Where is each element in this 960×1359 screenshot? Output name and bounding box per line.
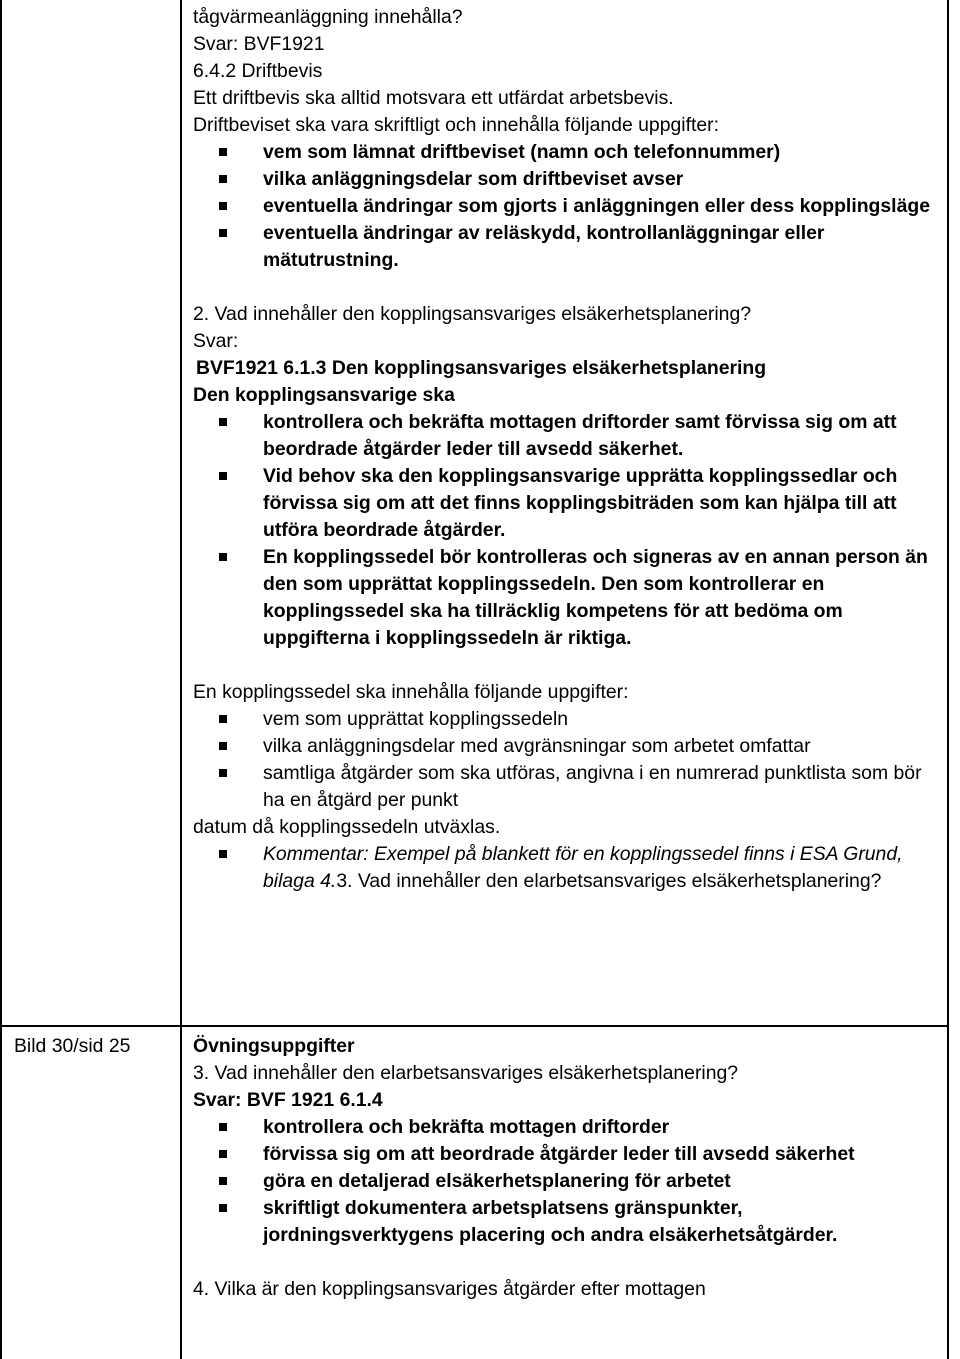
answer-label: Svar: (193, 330, 239, 352)
section-heading: 6.4.2 Driftbevis (193, 60, 323, 82)
comment-tail: 3. Vad innehåller den elarbetsansvariges elsäkerhetsplanering? (336, 870, 882, 892)
bullet-item: samtliga åtgärder som ska utföras, angivna i en numrerad punktlista som bör ha en åtgärd per punkt (193, 760, 933, 814)
bullet-item: kontrollera och bekräfta mottagen driftorder samt förvissa sig om att beordrade åtgärder leder till avsedd säkerhet. (193, 409, 933, 463)
answer-reference: BVF1921 6.1.3 Den kopplingsansvariges elsäkerhetsplanering (196, 357, 767, 379)
bullet-item: göra en detaljerad elsäkerhetsplanering för arbetet (193, 1168, 933, 1195)
answer-lead: Den kopplingsansvarige ska (193, 384, 455, 406)
question-2: 2. Vad innehåller den kopplingsansvariges elsäkerhetsplanering? (193, 303, 752, 325)
bullet-item: eventuella ändringar som gjorts i anläggningen eller dess kopplingsläge (193, 193, 933, 220)
document-row-2 (193, 1033, 933, 1303)
table-row-divider (0, 1025, 949, 1027)
intro-answer: Svar: BVF1921 (193, 33, 325, 55)
next-question: 4. Vilka är den kopplingsansvariges åtgärder efter mottagen (193, 1278, 706, 1300)
bullet-item: Vid behov ska den kopplingsansvarige upprätta kopplingssedlar och förvissa sig om att det finns kopplingsbiträden som kan hjälpa till att utföra beordrade åtgärder. (193, 463, 933, 544)
bullet-item: förvissa sig om att beordrade åtgärder leder till avsedd säkerhet (193, 1141, 933, 1168)
bullet-item: vem som upprättat kopplingssedeln (193, 706, 933, 733)
comment-text: Kommentar: Exempel på blankett för en kopplingssedel finns i ESA Grund, bilaga 4. (263, 843, 903, 892)
table-column-divider (180, 0, 182, 1359)
intro-line: tågvärmeanläggning innehålla? (193, 6, 463, 28)
exercise-answer: Svar: BVF 1921 6.1.4 (193, 1089, 383, 1111)
document-row-1 (193, 4, 933, 895)
exercise-question: 3. Vad innehåller den elarbetsansvariges elsäkerhetsplanering? (193, 1062, 739, 1084)
bullet-item: En kopplingssedel bör kontrolleras och signeras av en annan person än den som upprättat kopplingssedeln. Den som kontrollerar en kopplingssedel ska ha tillräcklig kompetens för att bedöma om uppgifterna i kopplingssedeln är riktiga. (193, 544, 933, 652)
table-right-border (947, 0, 949, 1359)
bullet-item: vilka anläggningsdelar med avgränsningar som arbetet omfattar (193, 733, 933, 760)
list-lead: En kopplingssedel ska innehålla följande uppgifter: (193, 681, 629, 703)
bullet-item: kontrollera och bekräfta mottagen driftorder (193, 1114, 933, 1141)
table-left-border (0, 0, 2, 1359)
comment-bullet (193, 841, 933, 895)
intro-line: Driftbeviset ska vara skriftligt och innehålla följande uppgifter: (193, 114, 719, 136)
bullet-item: skriftligt dokumentera arbetsplatsens gränspunkter, jordningsverktygens placering och andra elsäkerhetsåtgärder. (193, 1195, 933, 1249)
bullet-item: eventuella ändringar av reläskydd, kontrollanläggningar eller mätutrustning. (193, 220, 933, 274)
trailing-line: datum då kopplingssedeln utväxlas. (193, 816, 501, 838)
intro-line: Ett driftbevis ska alltid motsvara ett utfärdat arbetsbevis. (193, 87, 674, 109)
bullet-item: vem som lämnat driftbeviset (namn och telefonnummer) (193, 139, 933, 166)
exercise-heading: Övningsuppgifter (193, 1035, 355, 1057)
bullet-item: vilka anläggningsdelar som driftbeviset avser (193, 166, 933, 193)
slide-reference-label: Bild 30/sid 25 (14, 1035, 131, 1057)
